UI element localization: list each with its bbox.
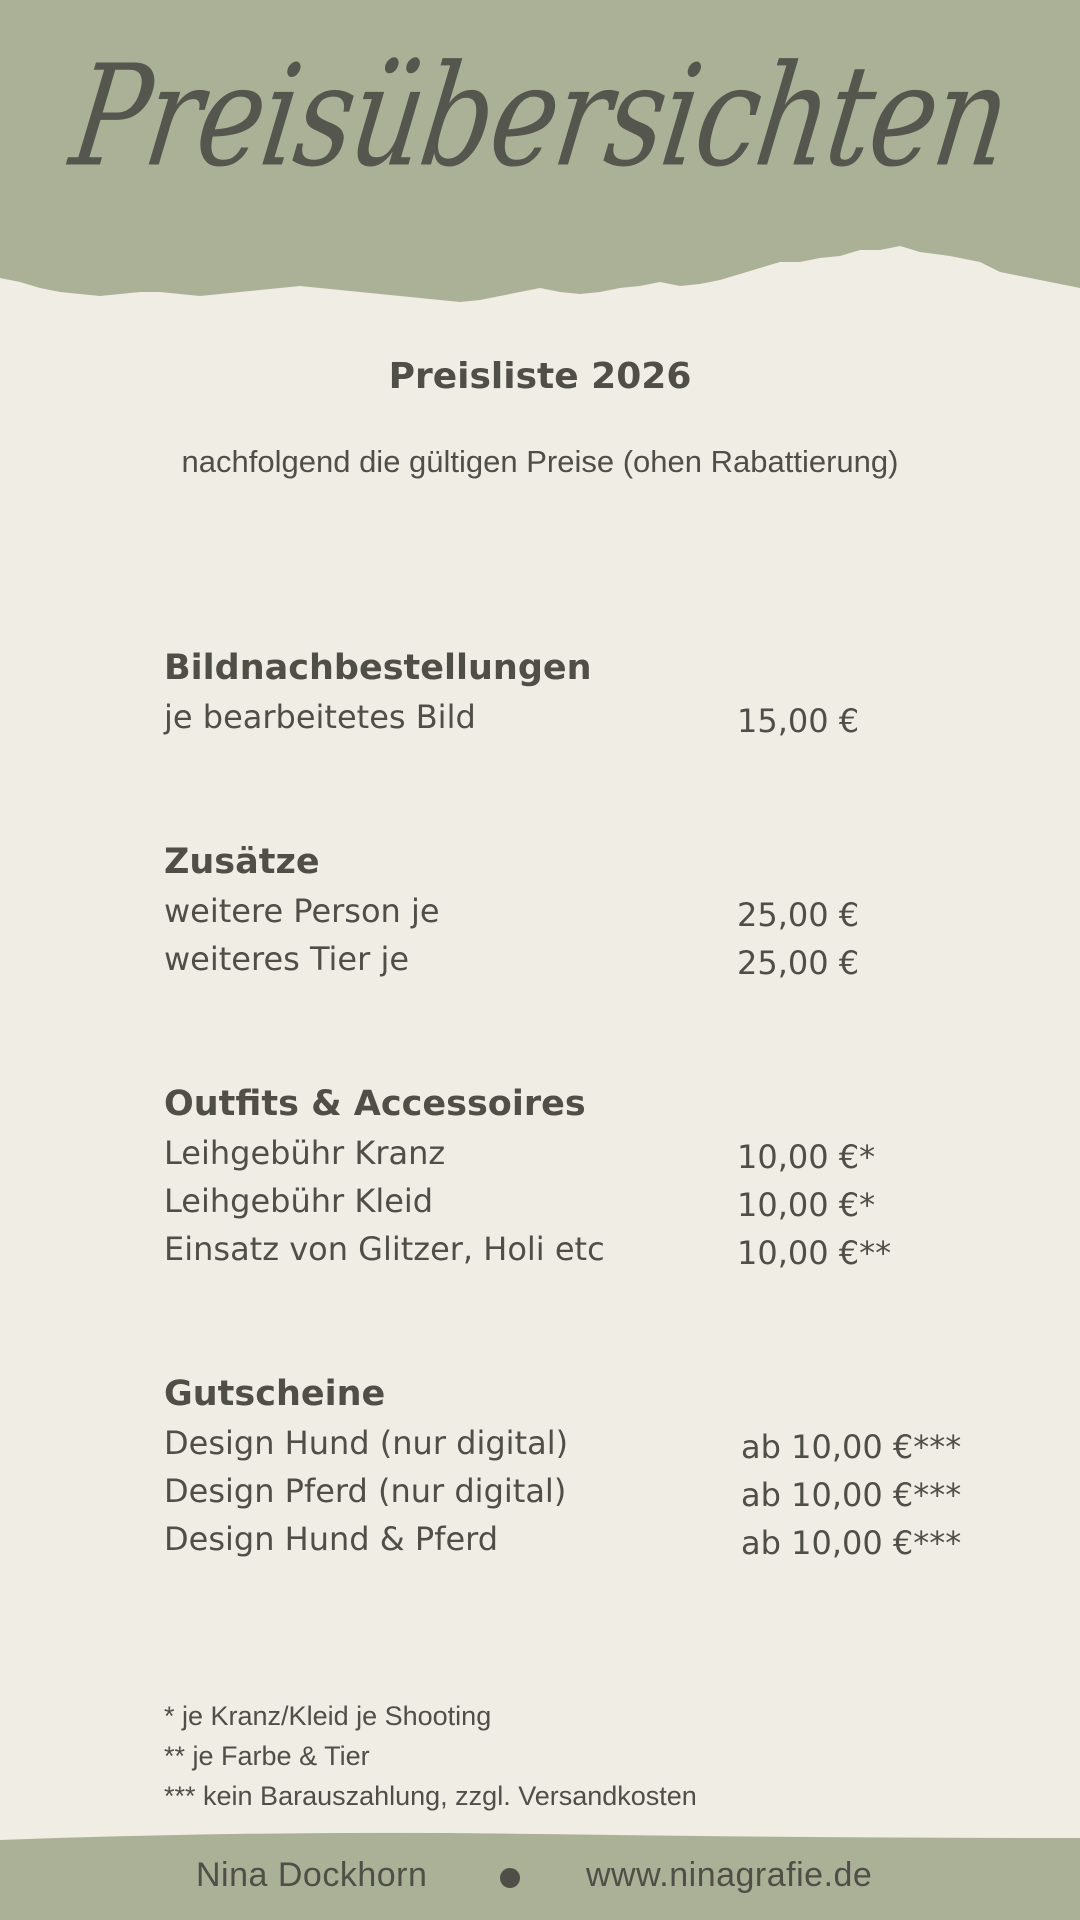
item-price: ab 10,00 €*** <box>741 1476 962 1514</box>
price-list-title: Preisliste 2026 <box>388 356 692 397</box>
footer-band <box>0 1830 1080 1920</box>
price-row <box>164 1129 964 1177</box>
section-title: Gutscheine <box>164 1374 386 1414</box>
item-label: Design Hund & Pferd <box>164 1520 499 1558</box>
section-title: Outfits & Accessoires <box>164 1084 586 1124</box>
section-zusaetze <box>164 837 964 983</box>
item-price: 10,00 €* <box>737 1138 876 1176</box>
price-row <box>164 935 964 983</box>
item-price: 10,00 €** <box>737 1234 892 1272</box>
item-label: weiteres Tier je <box>164 940 410 978</box>
section-bildnachbestellungen <box>164 643 964 741</box>
item-label: Einsatz von Glitzer, Holi etc <box>164 1230 605 1268</box>
item-price: 15,00 € <box>737 702 860 740</box>
item-price: 25,00 € <box>737 896 860 934</box>
price-row <box>164 1177 964 1225</box>
item-label: Leihgebühr Kranz <box>164 1134 446 1172</box>
item-label: je bearbeitetes Bild <box>164 698 476 736</box>
item-price: 25,00 € <box>737 944 860 982</box>
section-outfits-accessoires <box>164 1079 964 1273</box>
header-band <box>0 0 1080 310</box>
price-row <box>164 693 964 741</box>
footnote: ** je Farbe & Tier <box>164 1741 370 1771</box>
footnotes <box>164 1696 697 1816</box>
item-label: Design Hund (nur digital) <box>164 1424 569 1462</box>
price-row <box>164 1419 964 1467</box>
section-gutscheine <box>164 1369 964 1563</box>
item-label: weitere Person je <box>164 892 440 930</box>
price-list-subtitle: nachfolgend die gültigen Preise (ohen Rabattierung) <box>181 444 899 479</box>
item-price: ab 10,00 €*** <box>741 1524 962 1562</box>
item-label: Design Pferd (nur digital) <box>164 1472 567 1510</box>
footer-name: Nina Dockhorn <box>196 1856 428 1894</box>
section-title: Zusätze <box>164 842 320 882</box>
item-price: 10,00 €* <box>737 1186 876 1224</box>
price-row <box>164 1515 964 1563</box>
price-row <box>164 1225 964 1273</box>
bullet-dot-icon <box>500 1868 520 1888</box>
footer-background <box>0 1830 1080 1920</box>
section-title: Bildnachbestellungen <box>164 648 592 688</box>
footnote: *** kein Barauszahlung, zzgl. Versandkosten <box>164 1781 697 1811</box>
footer-website-link[interactable]: www.ninagrafie.de <box>586 1856 873 1894</box>
footnote: * je Kranz/Kleid je Shooting <box>164 1701 492 1731</box>
item-label: Leihgebühr Kleid <box>164 1182 434 1220</box>
item-price: ab 10,00 €*** <box>741 1428 962 1466</box>
price-row <box>164 887 964 935</box>
script-title: Preisübersichten <box>62 35 1018 199</box>
price-row <box>164 1467 964 1515</box>
